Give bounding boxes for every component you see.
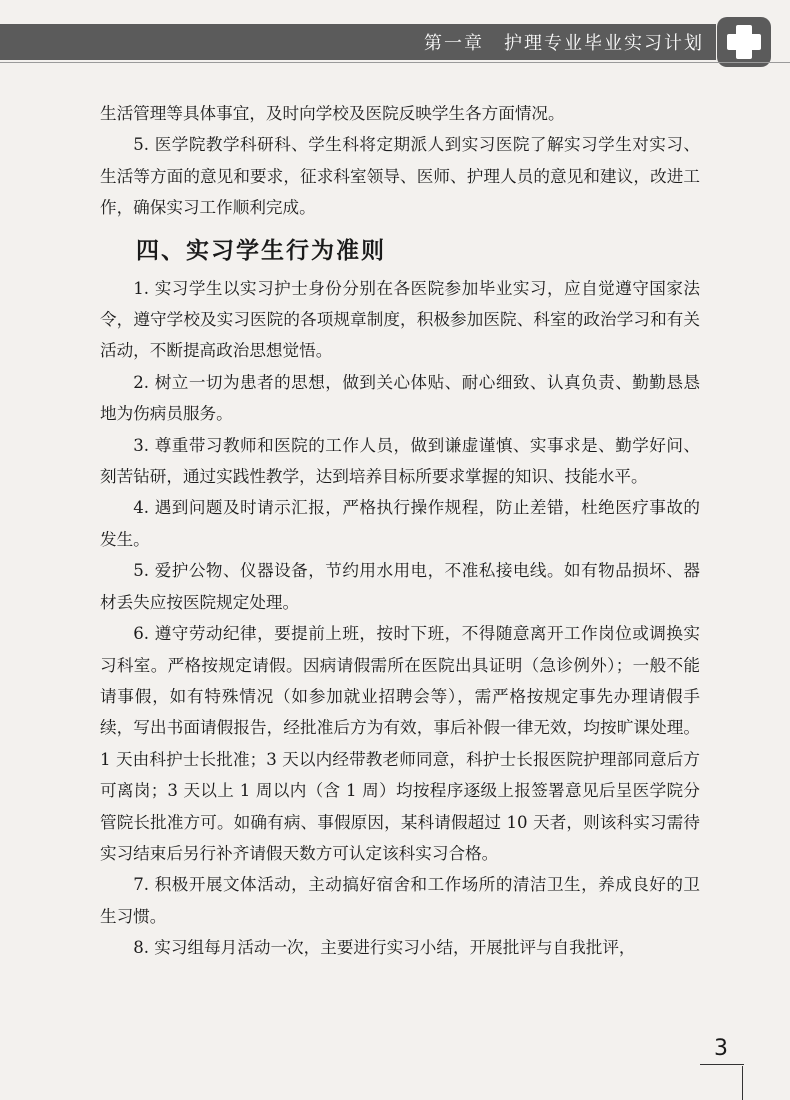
page-number: 3	[714, 1036, 728, 1061]
paragraph-item-5: 5. 医学院教学科研科、学生科将定期派人到实习医院了解实习学生对实习、生活等方面的意见和要求，征求科室领导、医师、护理人员的意见和建议，改进工作，确保实习工作顺利完成。	[100, 135, 700, 218]
rule-item-6: 6. 遵守劳动纪律，要提前上班，按时下班，不得随意离开工作岗位或调换实习科室。严格按规定请假。因病请假需所在医院出具证明（急诊例外）；一般不能请事假，如有特殊情况（如参加就业招聘会等），需严格按规定事先办理请假手续，写出书面请假报告，经批准后方为有效，事后补假一律无效，均按旷课处理。1 天由科护士长批准；3 天以内经带教老师同意，科护士长报医院护理部同意后方可离岗；3 天以上 1 周以内（含 1 周）均按程序逐级上报签署意见后呈医学院分管院长批准方可。如确有病、事假原因，某科请假超过 10 天者，则该科实习需待实习结束后另行补齐请假天数方可认定该科实习合格。	[100, 624, 700, 863]
page-body	[100, 98, 700, 964]
rule-item-7: 7. 积极开展文体活动，主动搞好宿舍和工作场所的清洁卫生，养成良好的卫生习惯。	[100, 875, 700, 926]
rule-item-2: 2. 树立一切为患者的思想，做到关心体贴、耐心细致、认真负责、勤勤恳恳地为伤病员服务。	[100, 372, 700, 424]
rule-item-4: 4. 遇到问题及时请示汇报，严格执行操作规程，防止差错，杜绝医疗事故的发生。	[100, 498, 700, 549]
medical-cross-icon	[716, 16, 772, 68]
page-number-rule-horizontal	[700, 1064, 744, 1065]
header-rule	[0, 62, 790, 63]
section-heading: 四、实习学生行为准则	[136, 237, 386, 264]
chapter-title: 第一章 护理专业毕业实习计划	[424, 33, 704, 54]
rule-item-1: 1. 实习学生以实习护士身份分别在各医院参加毕业实习，应自觉遵守国家法令，遵守学校及实习医院的各项规章制度，积极参加医院、科室的政治学习和有关活动，不断提高政治思想觉悟。	[100, 278, 700, 361]
rule-item-8: 8. 实习组每月活动一次，主要进行实习小结，开展批评与自我批评，	[133, 938, 636, 958]
rule-item-5: 5. 爱护公物、仪器设备，节约用水用电，不准私接电线。如有物品损坏、器材丢失应按医院规定处理。	[100, 561, 700, 612]
paragraph-continued: 生活管理等具体事宜，及时向学校及医院反映学生各方面情况。	[100, 104, 565, 123]
page-number-rule-vertical	[742, 1066, 743, 1100]
rule-item-3: 3. 尊重带习教师和医院的工作人员，做到谦虚谨慎、实事求是、勤学好问、刻苦钻研，通过实践性教学，达到培养目标所要求掌握的知识、技能水平。	[100, 435, 700, 487]
